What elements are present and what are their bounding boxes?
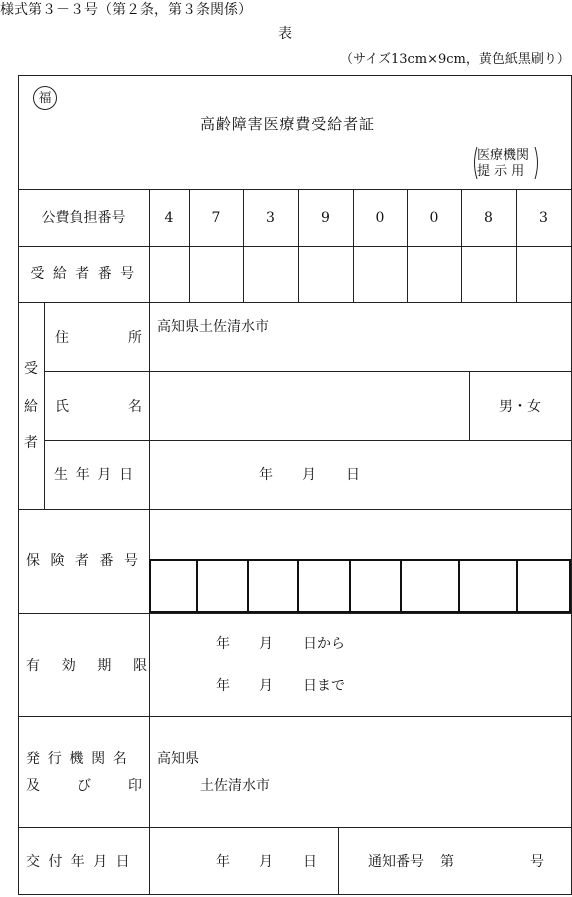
recipient-group-char: 給 — [24, 399, 38, 415]
valid-from-year-unit: 年 — [216, 636, 230, 652]
address-label-left: 住 — [55, 330, 69, 346]
valid-to-suffix: 日まで — [303, 678, 345, 694]
size-note: （サイズ13cm×9cm，黄色紙黒刷り） — [340, 52, 570, 67]
recipient-number-label: 受給者番号 — [30, 266, 143, 282]
public-payer-digit: 7 — [211, 209, 221, 226]
name-label-right: 名 — [128, 399, 142, 415]
public-payer-label: 公費負担番号 — [41, 209, 126, 226]
side-label: 表 — [278, 26, 292, 42]
public-payer-digit: 3 — [266, 209, 275, 226]
issuer-label-line2-a: 及 — [26, 778, 40, 794]
address-label-right: 所 — [128, 330, 142, 346]
validity-label: 有効期限 — [26, 658, 169, 674]
issuer-label-line2-c: 印 — [128, 778, 142, 794]
issue-day-unit: 日 — [303, 854, 317, 870]
valid-from-suffix: 日から — [303, 636, 345, 652]
birth-year-unit: 年 — [259, 467, 273, 483]
notice-number-label: 通知番号 — [368, 854, 424, 870]
public-payer-digit: 3 — [539, 209, 548, 226]
form-label: 様式第３－３号（第２条，第３条関係） — [0, 2, 252, 18]
birth-day-unit: 日 — [346, 467, 360, 483]
valid-from-month-unit: 月 — [259, 636, 273, 652]
public-payer-digit: 4 — [164, 209, 174, 226]
presentation-note — [471, 146, 541, 180]
issuer-label-line1: 発行機関名 — [26, 751, 135, 767]
recipient-group-char: 者 — [24, 435, 38, 451]
issuer-label-line2-b: び — [77, 778, 91, 794]
issuer-value-line1: 高知県 — [157, 751, 199, 767]
recipient-number-cells[interactable] — [149, 246, 571, 302]
gender-option[interactable]: 男・女 — [499, 399, 541, 415]
issue-date-label: 交付年月日 — [26, 854, 138, 870]
address-value[interactable]: 高知県土佐清水市 — [157, 319, 269, 335]
notice-number-prefix: 第 — [440, 854, 454, 870]
valid-to-year-unit: 年 — [216, 678, 230, 694]
issue-year-unit: 年 — [216, 854, 230, 870]
birth-date-label: 生年月日 — [54, 467, 141, 483]
name-field[interactable] — [150, 372, 468, 439]
welfare-seal-icon: 福 — [33, 86, 57, 110]
birth-month-unit: 月 — [302, 467, 316, 483]
public-payer-digit: 9 — [321, 209, 330, 226]
presentation-note-line2: 提 示 用 — [477, 164, 525, 179]
public-payer-digit: 8 — [484, 209, 493, 226]
issuer-value-line2: 土佐清水市 — [200, 778, 270, 794]
public-payer-digit: 0 — [429, 209, 439, 226]
notice-number-suffix: 号 — [530, 854, 544, 870]
card-title: 高齢障害医療費受給者証 — [200, 115, 375, 133]
name-label-left: 氏 — [55, 399, 69, 415]
presentation-note-line1: 医療機関 — [477, 148, 530, 163]
insurer-number-label: 保険者番号 — [26, 553, 149, 569]
issue-month-unit: 月 — [259, 854, 273, 870]
valid-to-month-unit: 月 — [259, 678, 273, 694]
public-payer-digit: 0 — [375, 209, 385, 226]
recipient-group-char: 受 — [24, 361, 38, 377]
